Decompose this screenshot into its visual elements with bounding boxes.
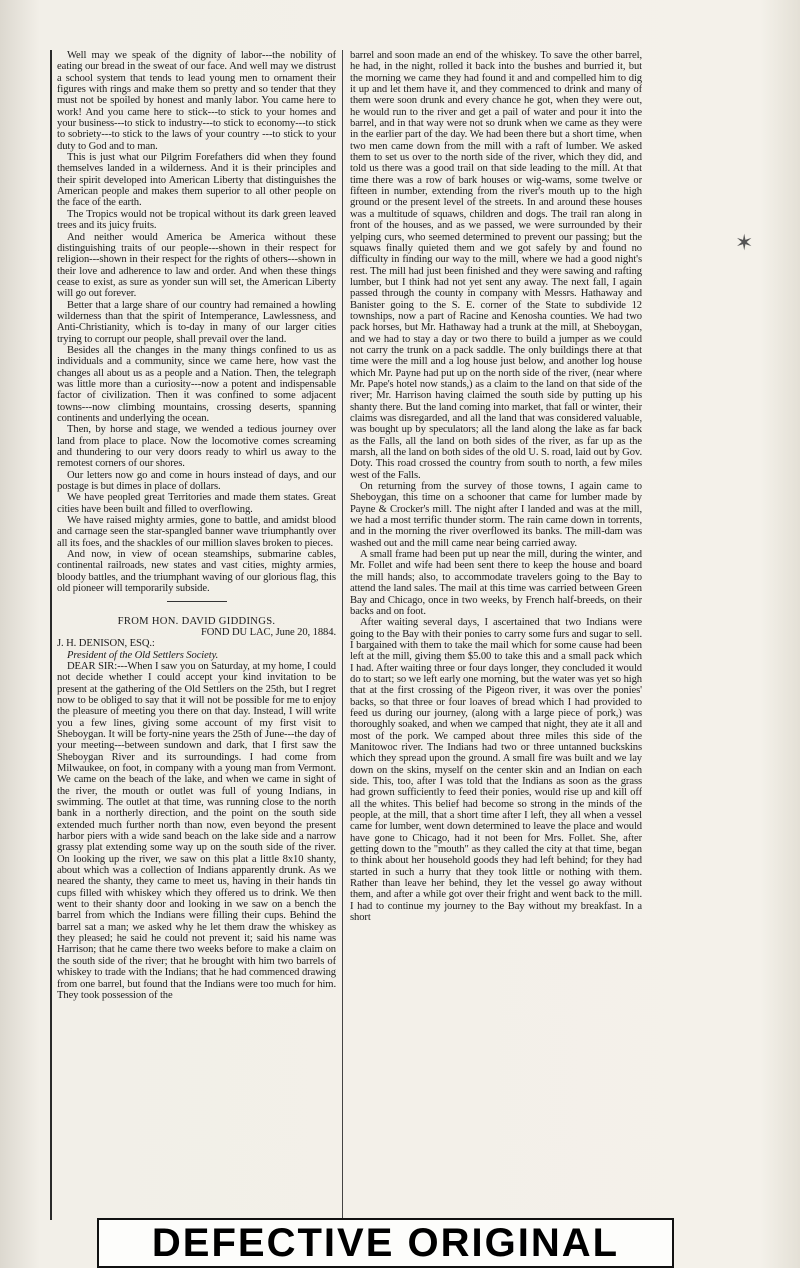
paragraph: Our letters now go and come in hours instead of days, and our postage is but dimes in place of dollars. bbox=[57, 469, 336, 493]
paragraph: We have peopled great Territories and made them states. Great cities have been built and filled to overflowing. bbox=[57, 492, 336, 515]
letter-body: DEAR SIR:---When I saw you on Saturday, at my home, I could not decide whether I could accept your kind invitation to be present at the gathering of the Old Settlers on the 25th, but I regret now to be obliged to say that it will not be possible for me to enjoy the pleasure of meeting you there on that day. Instead, I will write you a few lines, giving some account of my first visit to Sheboygan. It will be forty-nine years the 25th of June---the day of your meeting---between sundown and dark, that I first saw the Sheboygan River and its surroundings. I had come from Milwaukee, on foot, in company with a young man from Vermont. We came on the beach of the lake, and when we came in sight of the river, the mouth or outlet was full of young Indians, in swimming. The outlet at that time, was running close to the north bank in a northerly direction, and the point on the south side extended much further north than now, even beyond the present harbor piers with a wide sand beach on the lake side and a narrow grassy plat extending some way up on the south side of the river. On looking up the river, we saw on this plat a little 8x10 shanty, about which was a collection of Indians apparently drunk. As we neared the shanty, they came to meet us, having in their hands tin cups filled with whiskey which they offered us to drink. We then went to their shanty door and looking in we saw on a bench the barrel from which the Indians were filling their cups. Behind the barrel sat a man; we asked why he let them draw the whiskey as they pleased; he said he could not prevent it; said his name was Harrison; that he came there two weeks before to make a claim on the south side of the river; that he brought with him two barrels of whiskey to trade with the Indians; that he had commenced drawing from one barrel, but found that the Indians were too much for him. They took possession of the bbox=[57, 660, 336, 1001]
paragraph: Besides all the changes in the many things confined to us as individuals and a community, since we came here, how vast the changes all about us as a people and a Nation. Then, the telegraph was little more than a curiosity---now a potent and indispensable factor of civilization. Then it was confined to some adjacent towns---now climbing mountains, crossing deserts, spanning continents and underlying the ocean. bbox=[57, 344, 336, 424]
defective-original-banner bbox=[97, 1218, 674, 1268]
right-column bbox=[350, 50, 642, 1220]
margin-ink-mark: ✶ bbox=[735, 230, 754, 255]
letter-addressee-title: President of the Old Settlers Society. bbox=[67, 649, 219, 661]
banner-text: DEFECTIVE ORIGINAL bbox=[151, 1220, 620, 1265]
paragraph: And neither would America be America without these distinguishing traits of our people---shown in their respect for religion---shown in their respect for the rights of others---shown in their love and adherence to law and order. And when these things cease to exist, as sure as yonder sun will set, the American Liberty will go out forever. bbox=[57, 231, 336, 300]
left-border-rule bbox=[50, 50, 52, 1220]
paragraph: The Tropics would not be tropical without its dark green leaved trees and its juicy fruits. bbox=[57, 208, 336, 232]
paragraph: Better that a large share of our country had remained a howling wilderness than that the spirit of Intemperance, Lawlessness, and Anti-Christianity, which is to-day in many of our larger cities trying to corrupt our people, shall prevail over the land. bbox=[57, 299, 336, 345]
paragraph: This is just what our Pilgrim Forefathers did when they found themselves landed in a wilderness. And it is their principles and their spirit developed into American Liberty that distinguishes the American people and makes them superior to all other people on the face of the earth. bbox=[57, 152, 336, 209]
paragraph: We have raised mighty armies, gone to battle, and amidst blood and carnage seen the star-spangled banner wave triumphantly over all its foes, and the shackles of our million slaves broken to pieces. bbox=[57, 515, 336, 549]
letter-heading: FROM HON. DAVID GIDDINGS. bbox=[117, 615, 276, 627]
paragraph: A small frame had been put up near the mill, during the winter, and Mr. Follet and wife had been sent there to keep the house and board the mill hands; also, to accommodate travelers going to the Bay to attend the land sales. The mail at this time was carried between Green Bay and Chicago, once in two weeks, by French half-breeds, on their backs and on foot. bbox=[350, 549, 642, 617]
paragraph: And now, in view of ocean steamships, submarine cables, continental railroads, new states and vast cities, mighty armies, bloody battles, and the triumphant waving of our glorious flag, this old pioneer will temporarily subside. bbox=[57, 549, 336, 595]
section-separator bbox=[167, 601, 227, 602]
paragraph: Then, by horse and stage, we wended a tedious journey over land from place to place. Now the locomotive comes screaming and thundering to our very doors ready to whirl us away to the remotest corners of our shores. bbox=[57, 424, 336, 470]
column-divider bbox=[342, 50, 343, 1220]
paragraph: On returning from the survey of those towns, I again came to Sheboygan, this time on a schooner that came for lumber made by Payne & Crocker's mill. The night after I landed and was at the mill, we had a most terrific thunder storm. The rain came down in torrents, and in the morning the river overflowed its banks. The mill-dam was washed out and the mill came near being carried away. bbox=[350, 481, 642, 549]
paragraph: After waiting several days, I ascertained that two Indians were going to the Bay with their ponies to carry some furs and sugar to sell. I bargained with them to take the mail which for some cause had been left at the mill, giving them $5.00 to take this and a small pack which I had. After waiting three or four days longer, they concluded it would do to start; so we left early one morning, but the water was yet so high that at the first crossing of the Pigeon river, it was over the ponies' backs, so that three or four loaves of bread which I had provided to feed us during our journey, (along with a large piece of pork,) was thoroughly soaked, and when we camped that night, they ate it all and most of the pork. We camped about three miles this side of the Manitowoc river. The Indians had two or three untanned buckskins which they spread upon the ground. A small fire was built and we lay down on the skins, myself on the center skin and an Indian on each side. This, too, after I was told that the Indians as soon as the grass had grown sufficiently to feed their ponies, would rise up and kill off all the whites. This belief had become so strong in the minds of the people, at the mill, that a short time after I left, they all when a vessel came for lumber, went down determined to leave the place and would have gone to Chicago, had it not been for Mrs. Follet. She, after getting down to the "mouth" as they called the city at that time, began to think about her household goods they had left behind; for they had started in such a hurry that they took little or nothing with them. Rather than leave her behind, they let the vessel go away without them, and after a while got over their fright and went back to the mill. I had to continue my journey to the Bay without my breakfast. In a short bbox=[350, 617, 642, 924]
paragraph: Well may we speak of the dignity of labor---the nobility of eating our bread in the sweat of our face. And well may we distrust a school system that tends to lead young men to ornament their figures with rings and make them so pretty and so tender that they must not be spoiled by honest and manly labor. You came here to work! And you came here to stick---to stick to your homes and your business---to stick to industry---to stick to economy---to stick to sobriety---to stick to the laws of your country ---to stick to your duty to God and to man. bbox=[57, 50, 336, 152]
left-column bbox=[57, 50, 336, 1220]
letter-dateline: FOND DU LAC, June 20, 1884. bbox=[200, 626, 336, 638]
letter-addressee: J. H. DENISON, ESQ.: bbox=[57, 638, 155, 650]
paragraph: barrel and soon made an end of the whiskey. To save the other barrel, he had, in the night, rolled it back into the bushes and burried it, but the morning we came they had found it and and compelled him to dig it up and let them have it, and they commenced to drink and many of them were soon drunk and every chance he got, when they were out, he would run to the river and get a pail of water and pour it into the barrel, and in that way were not so drunk when we came as they were in the earlier part of the day. We had been there but a short time, when two men came down from the mill with a raft of lumber. We asked them to set us over to the north side of the river, which they did, and told us there was a good trail on that side leading to the mill. At that time there was a row of bark houses or wig-wams, some twelve or fifteen in number, extending from the river's mouth up to the high ground or the present level of the streets. In and around these houses was a multitude of squaws, children and dogs. The trail ran along in front of the houses, and as we passed, we were surrounded by their yelping curs, who seemed determined to prevent our passing; but the squaws finally quieted them and we got safely by and found no difficulty in finding our way to the mill, where we had a good night's rest. The mill had just been finished and they were sawing and rafting lumber, but I think had not yet sent any away. The next fall, I again passed through the county in company with Messrs. Hathaway and Banister going to the S. E. corner of the State to subdivide 12 townships, now a part of Racine and Kenosha counties. We had two pack horses, but Mr. Hathaway had a trunk at the mill, at Sheboygan, and we had to stay a day or two there to build a jumper as we could not carry the trunk on a pack saddle. The only buildings there at that time were the mill and a log house just below, and another log house which Mr. Payne had put up on the north side of the river, (near where Mr. Pape's hotel now stands,) as a claim to the land on that side of the river; Mr. Harrison having claimed the south side by putting up his shanty there. But the land coming into market, that fall or winter, their claims was disregarded, and all the land that was considered valuable, was bought up by speculators; all the land along the lake as far back as the Falls, all the land on both sides of the river, as far up as the marsh, all the land on both sides of the old U. S. road, laid out by Gov. Doty. This road crossed the country from south to north, a few miles west of the Falls. bbox=[350, 50, 642, 481]
